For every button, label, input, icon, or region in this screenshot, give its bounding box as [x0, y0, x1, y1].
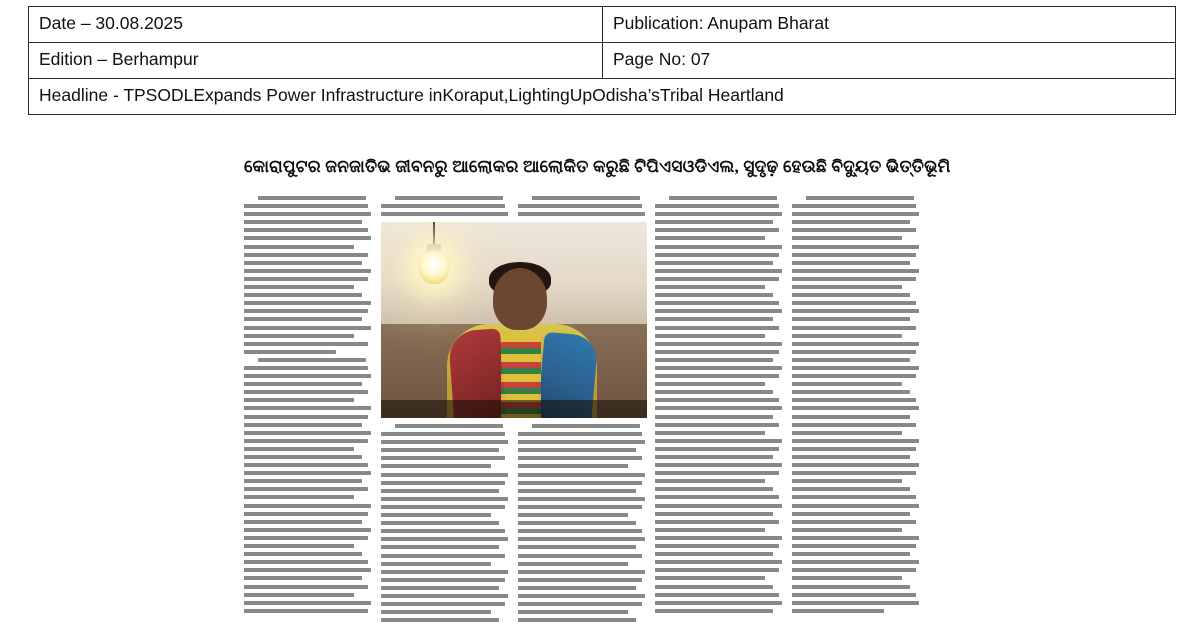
- text-line: [244, 309, 368, 313]
- text-line: [655, 398, 779, 402]
- text-line: [792, 253, 916, 257]
- text-line: [381, 473, 508, 477]
- text-line: [655, 415, 773, 419]
- text-line: [792, 495, 916, 499]
- text-line: [381, 521, 499, 525]
- text-line: [655, 358, 773, 362]
- text-line: [655, 374, 779, 378]
- text-line: [518, 432, 642, 436]
- text-line: [518, 505, 642, 509]
- text-line: [244, 204, 368, 208]
- text-line: [244, 447, 354, 451]
- text-line: [244, 236, 371, 240]
- text-line: [655, 544, 779, 548]
- text-line: [655, 269, 782, 273]
- text-line: [518, 578, 642, 582]
- text-line: [792, 334, 902, 338]
- clipping-column-3: [518, 196, 646, 636]
- text-line: [655, 326, 779, 330]
- text-line: [532, 196, 640, 200]
- text-line: [792, 212, 919, 216]
- text-line: [792, 285, 902, 289]
- text-line: [669, 196, 777, 200]
- text-line: [518, 537, 645, 541]
- text-line: [792, 576, 902, 580]
- text-line: [655, 560, 782, 564]
- text-line: [244, 471, 371, 475]
- text-line: [792, 423, 916, 427]
- text-line: [792, 245, 919, 249]
- text-line: [381, 440, 508, 444]
- text-line: [244, 220, 362, 224]
- text-line: [792, 504, 919, 508]
- text-line: [792, 463, 919, 467]
- text-line: [655, 228, 779, 232]
- text-line: [792, 309, 919, 313]
- text-line: [381, 602, 505, 606]
- text-line: [244, 334, 354, 338]
- text-line: [792, 593, 916, 597]
- text-line: [792, 382, 902, 386]
- text-line: [655, 528, 765, 532]
- text-line: [258, 196, 366, 200]
- text-line: [244, 423, 362, 427]
- text-line: [655, 431, 765, 435]
- text-line: [792, 560, 919, 564]
- text-line: [655, 293, 773, 297]
- text-line: [792, 236, 902, 240]
- text-line: [655, 309, 782, 313]
- column-text-body: [518, 196, 646, 216]
- clipping-meta-table: [28, 6, 1176, 115]
- text-line: [244, 350, 336, 354]
- text-line: [792, 204, 916, 208]
- text-line: [244, 390, 368, 394]
- text-line: [518, 497, 645, 501]
- text-line: [655, 512, 773, 516]
- text-line: [244, 398, 354, 402]
- clipping-headline: [244, 152, 951, 186]
- text-line: [518, 562, 628, 566]
- clipping-column-4: [655, 196, 783, 636]
- text-line: [258, 358, 366, 362]
- table-row: [29, 42, 1176, 78]
- text-line: [518, 586, 636, 590]
- text-line: [655, 593, 779, 597]
- text-line: [792, 390, 910, 394]
- text-line: [381, 562, 491, 566]
- text-line: [381, 537, 508, 541]
- text-line: [244, 544, 354, 548]
- text-line: [244, 326, 371, 330]
- text-line: [655, 406, 782, 410]
- text-line: [518, 456, 642, 460]
- text-line: [792, 301, 916, 305]
- column-text-body: [244, 196, 372, 613]
- clipping-column-2: [381, 196, 509, 636]
- text-line: [655, 236, 765, 240]
- text-line: [655, 334, 765, 338]
- text-line: [655, 568, 779, 572]
- text-line: [518, 513, 628, 517]
- text-line: [655, 552, 773, 556]
- text-line: [518, 448, 636, 452]
- text-line: [655, 253, 779, 257]
- text-line: [655, 463, 782, 467]
- text-line: [244, 601, 371, 605]
- meta-edition-cell: Edition – Berhampur: [29, 42, 603, 78]
- column-text-body-lower: [381, 424, 509, 626]
- text-line: [518, 529, 642, 533]
- text-line: [792, 261, 910, 265]
- text-line: [655, 479, 765, 483]
- column-text-body-lower: [518, 424, 646, 626]
- text-line: [518, 481, 642, 485]
- text-line: [792, 487, 910, 491]
- text-line: [655, 382, 765, 386]
- text-line: [518, 594, 645, 598]
- text-line: [792, 220, 910, 224]
- text-line: [655, 504, 782, 508]
- text-line: [518, 440, 645, 444]
- text-line: [792, 552, 910, 556]
- text-line: [792, 585, 910, 589]
- text-line: [244, 609, 368, 613]
- text-line: [244, 415, 368, 419]
- text-line: [518, 554, 642, 558]
- text-line: [381, 618, 499, 622]
- text-line: [381, 505, 505, 509]
- text-line: [655, 609, 773, 613]
- text-line: [244, 269, 371, 273]
- column-text-body: [792, 196, 920, 613]
- text-line: [395, 196, 503, 200]
- text-line: [244, 301, 371, 305]
- text-line: [792, 342, 919, 346]
- clipping-columns: [244, 196, 936, 636]
- text-line: [655, 212, 782, 216]
- text-line: [381, 594, 508, 598]
- text-line: [655, 277, 779, 281]
- text-line: [655, 350, 779, 354]
- light-bulb-icon: [419, 250, 449, 284]
- table-row: [29, 78, 1176, 114]
- text-line: [792, 431, 902, 435]
- text-line: [381, 578, 505, 582]
- text-line: [655, 342, 782, 346]
- text-line: [518, 521, 636, 525]
- meta-date-cell: Date – 30.08.2025: [29, 7, 603, 43]
- text-line: [792, 415, 910, 419]
- text-line: [792, 528, 902, 532]
- text-line: [792, 398, 916, 402]
- text-line: [792, 406, 919, 410]
- text-line: [792, 471, 916, 475]
- text-line: [792, 447, 916, 451]
- text-line: [655, 601, 782, 605]
- text-line: [381, 570, 508, 574]
- text-line: [792, 293, 910, 297]
- text-line: [244, 431, 371, 435]
- text-line: [792, 350, 916, 354]
- text-line: [244, 479, 362, 483]
- text-line: [244, 261, 362, 265]
- text-line: [244, 277, 368, 281]
- text-line: [792, 512, 910, 516]
- text-line: [518, 489, 636, 493]
- text-line: [381, 554, 505, 558]
- text-line: [381, 212, 508, 216]
- text-line: [381, 432, 505, 436]
- text-line: [244, 293, 362, 297]
- text-line: [244, 585, 368, 589]
- text-line: [244, 212, 371, 216]
- text-line: [244, 366, 368, 370]
- text-line: [655, 261, 773, 265]
- text-line: [518, 610, 628, 614]
- text-line: [395, 424, 503, 428]
- text-line: [244, 560, 368, 564]
- text-line: [518, 618, 636, 622]
- text-line: [792, 601, 919, 605]
- text-line: [655, 585, 773, 589]
- text-line: [518, 464, 628, 468]
- text-line: [518, 204, 642, 208]
- text-line: [244, 253, 368, 257]
- text-line: [655, 204, 779, 208]
- text-line: [244, 374, 371, 378]
- text-line: [244, 528, 371, 532]
- text-line: [244, 576, 362, 580]
- text-line: [655, 220, 773, 224]
- text-line: [655, 301, 779, 305]
- text-line: [244, 439, 368, 443]
- text-line: [244, 382, 362, 386]
- text-line: [792, 479, 902, 483]
- text-line: [806, 196, 914, 200]
- text-line: [244, 406, 371, 410]
- text-line: [792, 358, 910, 362]
- text-line: [381, 586, 499, 590]
- text-line: [244, 536, 368, 540]
- column-text-body: [655, 196, 783, 613]
- text-line: [244, 463, 368, 467]
- text-line: [655, 576, 765, 580]
- text-line: [518, 473, 645, 477]
- text-line: [381, 464, 491, 468]
- text-line: [244, 487, 368, 491]
- text-line: [792, 609, 884, 613]
- text-line: [655, 285, 765, 289]
- text-line: [244, 568, 371, 572]
- table-row: [29, 7, 1176, 43]
- text-line: [655, 366, 782, 370]
- text-line: [655, 455, 773, 459]
- text-line: [792, 439, 919, 443]
- text-line: [792, 228, 916, 232]
- text-line: [244, 342, 368, 346]
- text-line: [792, 568, 916, 572]
- text-line: [792, 374, 916, 378]
- text-line: [381, 545, 499, 549]
- meta-publication-cell: Publication: Anupam Bharat: [603, 7, 1176, 43]
- text-line: [792, 317, 910, 321]
- text-line: [655, 471, 779, 475]
- text-line: [655, 317, 773, 321]
- text-line: [244, 455, 362, 459]
- text-line: [792, 366, 919, 370]
- text-line: [244, 495, 354, 499]
- text-line: [381, 497, 508, 501]
- text-line: [655, 536, 782, 540]
- clipping-column-5: [792, 196, 920, 636]
- text-line: [655, 447, 779, 451]
- text-line: [792, 326, 916, 330]
- text-line: [655, 423, 779, 427]
- text-line: [655, 487, 773, 491]
- text-line: [244, 552, 362, 556]
- text-line: [518, 212, 645, 216]
- text-line: [381, 481, 505, 485]
- text-line: [655, 520, 779, 524]
- text-line: [532, 424, 640, 428]
- text-line: [381, 513, 491, 517]
- text-line: [655, 245, 782, 249]
- text-line: [244, 512, 368, 516]
- meta-headline-cell: Headline - TPSODLExpands Power Infrastructure inKoraput,LightingUpOdisha’sTribal Heartland: [29, 78, 1176, 114]
- text-line: [518, 570, 645, 574]
- text-line: [244, 504, 371, 508]
- text-line: [244, 228, 368, 232]
- clipping-column-1: [244, 196, 372, 636]
- text-line: [381, 529, 505, 533]
- text-line: [244, 317, 362, 321]
- text-line: [655, 390, 773, 394]
- text-line: [792, 277, 916, 281]
- text-line: [792, 269, 919, 273]
- text-line: [655, 439, 782, 443]
- text-line: [381, 610, 491, 614]
- column-text-body: [381, 196, 509, 216]
- text-line: [381, 204, 505, 208]
- text-line: [381, 448, 499, 452]
- text-line: [244, 245, 354, 249]
- text-line: [792, 536, 919, 540]
- text-line: [655, 495, 779, 499]
- text-line: [244, 285, 354, 289]
- text-line: [518, 602, 642, 606]
- text-line: [518, 545, 636, 549]
- text-line: [381, 489, 499, 493]
- text-line: [792, 520, 916, 524]
- text-line: [244, 593, 354, 597]
- text-line: [792, 544, 916, 548]
- newspaper-clipping: [244, 148, 951, 640]
- text-line: [792, 455, 910, 459]
- text-line: [381, 456, 505, 460]
- clipping-headline-text: କୋରାପୁଟର ଜନଜାତିଭ ଜୀବନରୁ ଆଲୋକର ଆଲୋକିତ କରୁଛି ଟିପିଏସଓଡିଏଲ, ସୁଦୃଢ଼ ହେଉଛି ବିଦ୍ୟୁତ ଭିତ୍ତିଭୂମି: [244, 157, 951, 176]
- text-line: [244, 520, 362, 524]
- meta-page-cell: Page No: 07: [603, 42, 1176, 78]
